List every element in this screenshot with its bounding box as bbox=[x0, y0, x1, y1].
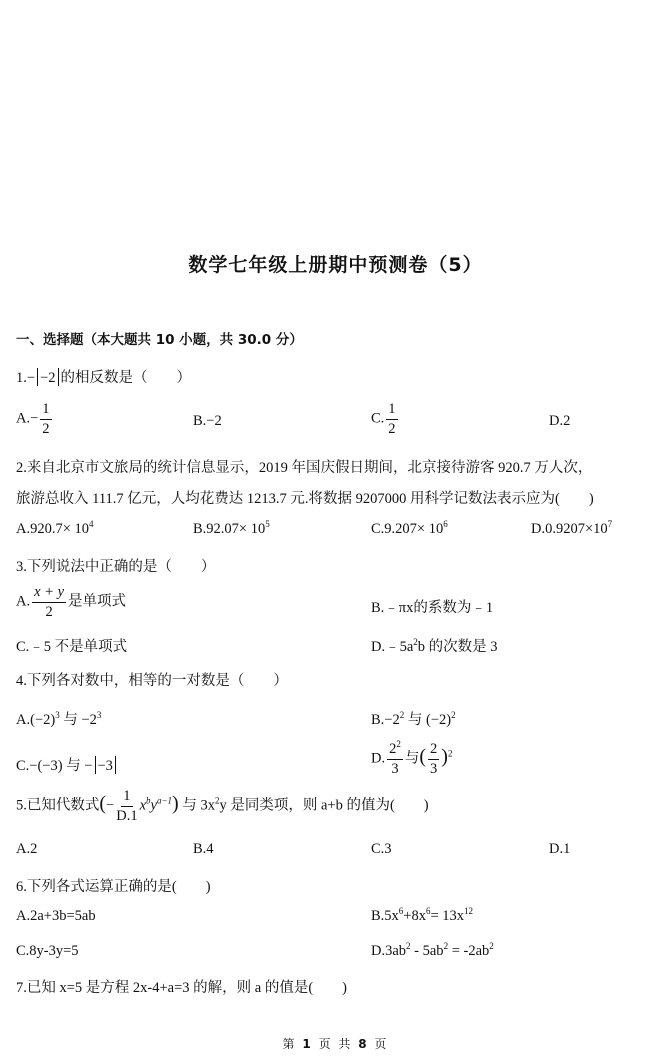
question-1-option-b: B.−2 bbox=[193, 413, 222, 429]
question-4-option-a: $A.(-2)^3$ 与 $-2^3$ bbox=[16, 710, 102, 728]
question-2-line-1: 2.来自北京市文旅局的统计信息显示，2019 年国庆假日期间，北京接待游客 920.7 万人次， bbox=[16, 460, 593, 476]
question-1-option-a: A.− $\frac{1}{2}$ bbox=[16, 401, 50, 437]
question-3-option-c: C.﹣5 不是单项式 bbox=[16, 639, 128, 655]
question-1-stem: 1.− −2 的相反数是（ ） bbox=[16, 370, 191, 386]
question-5-option-b: B.4 bbox=[193, 841, 214, 857]
question-5-option-c: C.3 bbox=[371, 841, 392, 857]
section-heading: 一、选择题（本大题共 10 小题，共 30.0 分） bbox=[16, 332, 303, 348]
question-6-option-c: C.8y-3y=5 bbox=[16, 943, 79, 959]
question-5-option-a: A.2 bbox=[16, 841, 38, 857]
question-5-option-d: D.1 bbox=[549, 841, 571, 857]
question-3-stem: 3.下列说法中正确的是（ ） bbox=[16, 559, 216, 575]
question-4-stem: 4.下列各对数中，相等的一对数是（ ） bbox=[16, 673, 288, 689]
page-title: 数学七年级上册期中预测卷（5） bbox=[188, 254, 483, 276]
question-1-option-c: C. $\frac{1}{2}$ bbox=[371, 401, 396, 437]
question-4-option-d: D. $\frac{2^2}{3}$ 与( $\frac{2}{3}$ )$^2$ bbox=[371, 739, 453, 777]
question-4-option-b: $B.-2^2$ 与 $(-2)^2$ bbox=[371, 710, 456, 728]
question-7-stem: 7.已知 x=5 是方程 2x-4+a=3 的解，则 a 的值是( ) bbox=[16, 980, 348, 996]
question-6-option-b: $B.5x^6+8x^6= 13x^{12}$ bbox=[371, 906, 474, 924]
question-3-option-a: A. $\frac{x + y}{2}$ 是单项式 bbox=[16, 584, 127, 620]
question-6-stem: 6.下列各式运算正确的是( ) bbox=[16, 879, 211, 895]
question-6-option-a: A.2a+3b=5ab bbox=[16, 908, 96, 924]
question-1-option-d: D.2 bbox=[549, 413, 571, 429]
question-5-stem: 5.已知代数式(− $\frac{1}{D.1}$ $x^by^{a-1}$) 与 $3x^2y$ 是同类项，则 a+b 的值为( ) bbox=[16, 788, 429, 824]
question-2-option-a: $A.920.7\times 10^4$ bbox=[16, 519, 94, 537]
question-3-option-d: $D.﹣5a^2b$ 的次数是 3 bbox=[371, 637, 498, 655]
question-2-option-c: $C.9.207\times 10^6$ bbox=[371, 519, 448, 537]
question-2-option-d: $D.0.9207\times 10^7$ bbox=[531, 519, 613, 537]
question-2-line-2: 旅游总收入 111.7 亿元，人均花费达 1213.7 元.将数据 9207000 用科学记数法表示应为( ) bbox=[16, 491, 594, 507]
question-2-option-b: $B.92.07\times 10^5$ bbox=[193, 519, 270, 537]
question-4-option-c: C.−(−3) 与 − −3 bbox=[16, 754, 118, 775]
question-3-option-b: B.﹣πx的系数为﹣1 bbox=[371, 600, 494, 616]
question-6-option-d: $D.3ab^2 - 5ab^2 = -2ab^2$ bbox=[371, 941, 494, 959]
page-footer: 第 1 页 共 8 页 bbox=[282, 1037, 389, 1051]
